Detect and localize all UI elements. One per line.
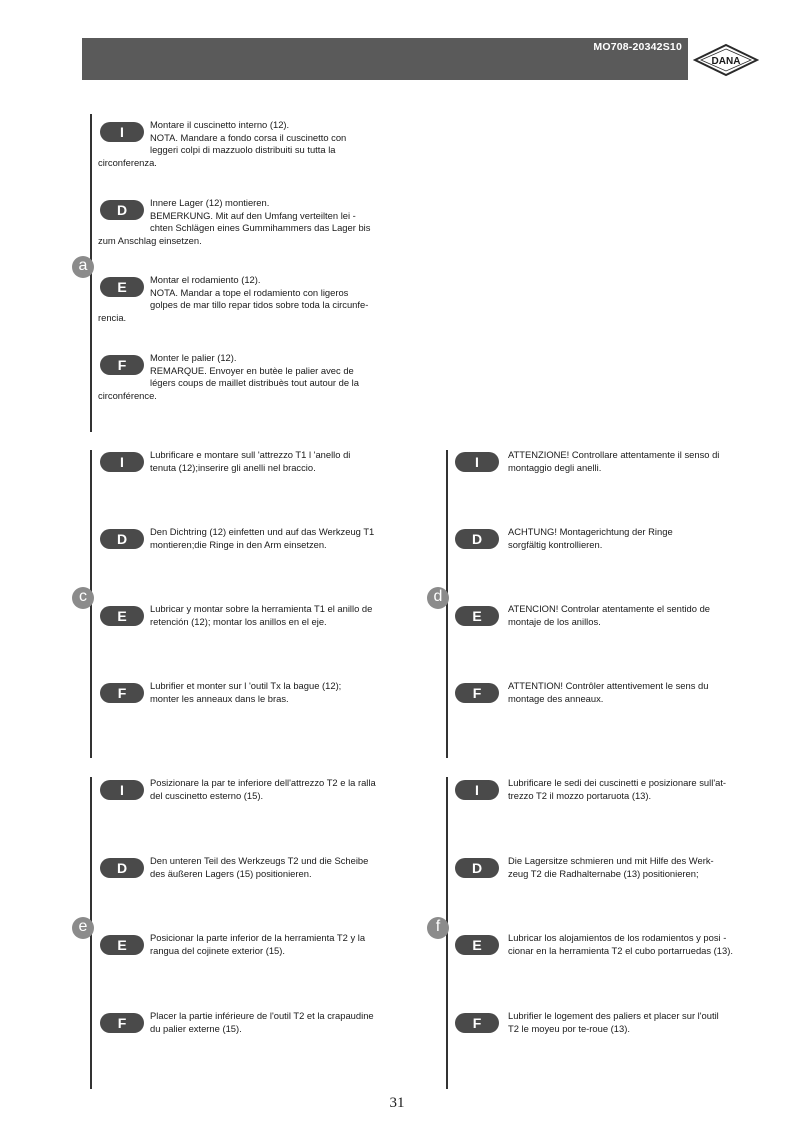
lang-badge-f-i: I: [455, 780, 499, 800]
step-d-f-text: ATTENTION! Contrôler attentivement le sens du montage des anneaux.: [508, 680, 709, 704]
lang-badge-a-d: D: [100, 200, 144, 220]
lang-badge-c-d: D: [100, 529, 144, 549]
step-d-i-text: ATTENZIONE! Controllare attentamente il senso di montaggio degli anelli.: [508, 449, 720, 473]
step-a-f-text: Monter le palier (12). REMARQUE. Envoyer en butèe le palier avec de légers coups de maillet distribuès tout autour de la: [150, 352, 359, 389]
section-e-tag: e: [72, 917, 94, 939]
step-d-e-text: ATENCION! Controlar atentamente el sentido de montaje de los anillos.: [508, 603, 711, 627]
lang-badge-a-i: I: [100, 122, 144, 142]
section-a-tag: a: [72, 256, 94, 278]
logo-text: DANA: [711, 56, 741, 67]
lang-badge-e-i: I: [100, 780, 144, 800]
step-c-f-text: Lubrifier et monter sur l 'outil Tx la bague (12); monter les anneaux dans le bras.: [150, 680, 342, 704]
lang-badge-c-f: F: [100, 683, 144, 703]
lang-badge-c-e: E: [100, 606, 144, 626]
lang-badge-f-f: F: [455, 1013, 499, 1033]
lang-badge-d-d: D: [455, 529, 499, 549]
dana-logo: [693, 43, 759, 77]
step-a-i-text: Montare il cuscinetto interno (12). NOTA. Mandare a fondo corsa il cuscinetto con leggeri colpi di mazzuolo distribuiti su tutta la: [150, 119, 347, 156]
lang-badge-f-d: D: [455, 858, 499, 878]
step-f-d-text: Die Lagersitze schmieren und mit Hilfe des Werk- zeug T2 die Radhalternabe (13) positionieren;: [508, 855, 714, 879]
lang-badge-e-d: D: [100, 858, 144, 878]
lang-badge-d-i: I: [455, 452, 499, 472]
step-c-e-text: Lubricar y montar sobre la herramienta T1 el anillo de retención (12); montar los anillos en el eje.: [150, 603, 373, 627]
step-f-f-text: Lubrifier le logement des paliers et placer sur l'outil T2 le moyeu por te-roue (13).: [508, 1010, 719, 1034]
step-a-f-continuation: circonférence.: [98, 390, 157, 401]
lang-badge-e-e: E: [100, 935, 144, 955]
step-d-d-text: ACHTUNG! Montagerichtung der Ringe sorgfältig kontrollieren.: [508, 526, 673, 550]
step-f-i-text: Lubrificare le sedi dei cuscinetti e posizionare sull'at- trezzo T2 il mozzo portaruota (13).: [508, 777, 727, 801]
lang-badge-a-f: F: [100, 355, 144, 375]
section-c-tag: c: [72, 587, 94, 609]
lang-badge-e-f: F: [100, 1013, 144, 1033]
step-a-d-text: Innere Lager (12) montieren. BEMERKUNG. Mit auf den Umfang verteilten lei - chten Schlägen eines Gummihammers das Lager bis: [150, 197, 371, 234]
lang-badge-d-e: E: [455, 606, 499, 626]
document-code: MO708-20342S10: [593, 41, 682, 53]
lang-badge-c-i: I: [100, 452, 144, 472]
step-a-i-continuation: circonferenza.: [98, 157, 157, 168]
lang-badge-d-f: F: [455, 683, 499, 703]
page-number: 31: [389, 1095, 405, 1111]
step-a-e-text: Montar el rodamiento (12). NOTA. Mandar a tope el rodamiento con ligeros golpes de mar tillo repar tidos sobre toda la circunfe-: [150, 274, 369, 311]
step-c-i-text: Lubrificare e montare sull 'attrezzo T1 l 'anello di tenuta (12);inserire gli anelli nel braccio.: [150, 449, 351, 473]
step-e-d-text: Den unteren Teil des Werkzeugs T2 und die Scheibe des äußeren Lagers (15) positionieren.: [150, 855, 369, 879]
step-c-d-text: Den Dichtring (12) einfetten und auf das Werkzeug T1 montieren;die Ringe in den Arm einsetzen.: [150, 526, 375, 550]
step-a-d-continuation: zum Anschlag einsetzen.: [98, 235, 202, 246]
section-d-tag: d: [427, 587, 449, 609]
step-e-f-text: Placer la partie inférieure de l'outil T2 et la crapaudine du palier externe (15).: [150, 1010, 374, 1034]
lang-badge-a-e: E: [100, 277, 144, 297]
step-f-e-text: Lubricar los alojamientos de los rodamientos y posi - cionar en la herramienta T2 el cubo portarruedas (13).: [508, 932, 733, 956]
section-f-tag: f: [427, 917, 449, 939]
lang-badge-f-e: E: [455, 935, 499, 955]
step-a-e-continuation: rencia.: [98, 312, 127, 323]
step-e-e-text: Posicionar la parte inferior de la herramienta T2 y la rangua del cojinete exterior (15).: [150, 932, 366, 956]
step-e-i-text: Posizionare la par te inferiore dell'attrezzo T2 e la ralla del cuscinetto esterno (15).: [150, 777, 376, 801]
header-bar: [82, 38, 688, 80]
